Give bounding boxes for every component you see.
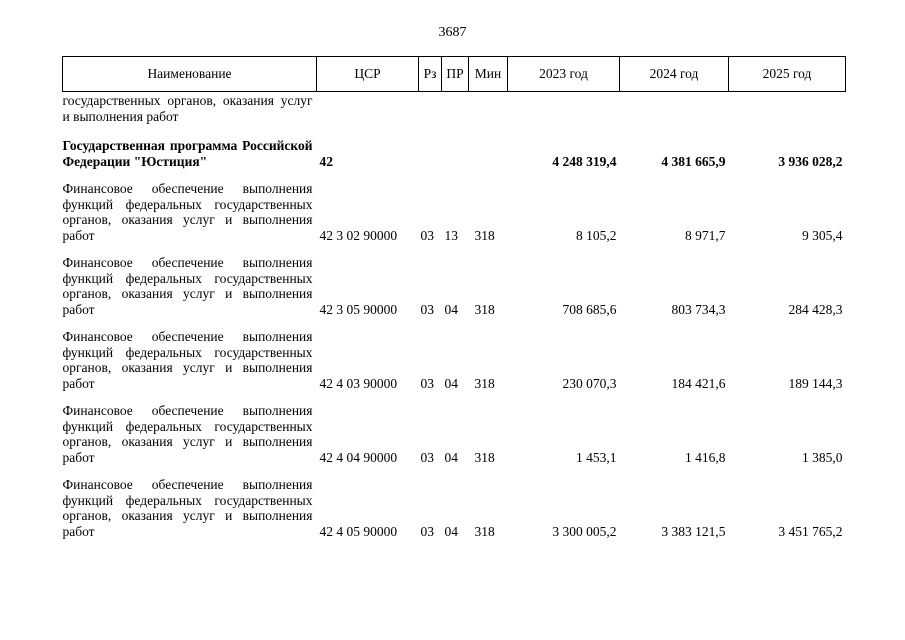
table-row xyxy=(63,391,846,465)
row-2025: 9 305,4 xyxy=(802,227,843,243)
row-2024: 4 381 665,9 xyxy=(661,153,726,169)
row-2023: 708 685,6 xyxy=(562,301,617,317)
header-row xyxy=(63,57,846,92)
row-rz: 03 xyxy=(420,523,434,539)
row-2023: 3 300 005,2 xyxy=(552,523,617,539)
header-2024: 2024 год xyxy=(620,57,729,92)
row-csr: 42 4 05 90000 xyxy=(319,523,398,539)
table-row xyxy=(63,92,846,125)
row-rz: 03 xyxy=(420,301,434,317)
row-name: государственных органов, оказания услуг и выполнения работ xyxy=(62,93,313,124)
row-min: 318 xyxy=(474,523,495,539)
row-rz: 03 xyxy=(420,375,434,391)
table-row-program xyxy=(63,124,846,169)
header-rz: Рз xyxy=(419,57,442,92)
row-2025: 3 936 028,2 xyxy=(778,153,843,169)
row-2024: 8 971,7 xyxy=(685,227,726,243)
table-row xyxy=(63,317,846,391)
header-name: Наименование xyxy=(63,57,317,92)
row-pr: 04 xyxy=(444,375,458,391)
row-csr: 42 xyxy=(319,153,333,169)
row-rz: 03 xyxy=(420,227,434,243)
row-csr: 42 4 03 90000 xyxy=(319,375,398,391)
row-name: Финансовое обеспечение выполнения функций федеральных государственных органов, оказания услуг и выполнения работ xyxy=(62,403,313,465)
row-name: Государственная программа Российской Федерации "Юстиция" xyxy=(62,138,313,169)
row-2025: 189 144,3 xyxy=(788,375,843,391)
budget-table xyxy=(62,56,846,539)
page-number: 3687 xyxy=(438,25,467,40)
row-2024: 1 416,8 xyxy=(685,449,726,465)
row-min xyxy=(469,92,508,125)
row-rz: 03 xyxy=(420,449,434,465)
row-pr xyxy=(442,92,469,125)
row-2023 xyxy=(508,92,620,125)
row-csr: 42 3 02 90000 xyxy=(319,227,398,243)
table-body xyxy=(63,92,846,540)
row-2025: 284 428,3 xyxy=(788,301,843,317)
header-min: Мин xyxy=(469,57,508,92)
row-csr: 42 3 05 90000 xyxy=(319,301,398,317)
row-min: 318 xyxy=(474,301,495,317)
row-min: 318 xyxy=(474,375,495,391)
row-2024: 3 383 121,5 xyxy=(661,523,726,539)
row-name: Финансовое обеспечение выполнения функций федеральных государственных органов, оказания услуг и выполнения работ xyxy=(62,181,313,243)
header-csr: ЦСР xyxy=(317,57,419,92)
row-2023: 230 070,3 xyxy=(562,375,617,391)
row-pr: 04 xyxy=(444,301,458,317)
row-name: Финансовое обеспечение выполнения функций федеральных государственных органов, оказания услуг и выполнения работ xyxy=(62,477,313,539)
row-2024: 803 734,3 xyxy=(671,301,726,317)
row-rz xyxy=(419,124,442,169)
row-min: 318 xyxy=(474,449,495,465)
row-csr: 42 4 04 90000 xyxy=(319,449,398,465)
row-pr xyxy=(442,124,469,169)
row-csr xyxy=(317,92,419,125)
row-pr: 04 xyxy=(444,523,458,539)
row-2024 xyxy=(620,92,729,125)
row-2023: 8 105,2 xyxy=(576,227,617,243)
table-row xyxy=(63,243,846,317)
row-2025 xyxy=(729,92,846,125)
row-pr: 04 xyxy=(444,449,458,465)
row-2023: 4 248 319,4 xyxy=(552,153,617,169)
header-2025: 2025 год xyxy=(729,57,846,92)
row-min: 318 xyxy=(474,227,495,243)
row-pr: 13 xyxy=(444,227,458,243)
table-header xyxy=(63,57,846,92)
row-name: Финансовое обеспечение выполнения функций федеральных государственных органов, оказания услуг и выполнения работ xyxy=(62,329,313,391)
header-2023: 2023 год xyxy=(508,57,620,92)
row-2023: 1 453,1 xyxy=(576,449,617,465)
row-2024: 184 421,6 xyxy=(671,375,726,391)
table-row xyxy=(63,465,846,539)
row-name: Финансовое обеспечение выполнения функций федеральных государственных органов, оказания услуг и выполнения работ xyxy=(62,255,313,317)
row-2025: 3 451 765,2 xyxy=(778,523,843,539)
table-row xyxy=(63,169,846,243)
header-pr: ПР xyxy=(442,57,469,92)
row-min xyxy=(469,124,508,169)
row-2025: 1 385,0 xyxy=(802,449,843,465)
budget-table-container xyxy=(62,56,845,539)
row-rz xyxy=(419,92,442,125)
